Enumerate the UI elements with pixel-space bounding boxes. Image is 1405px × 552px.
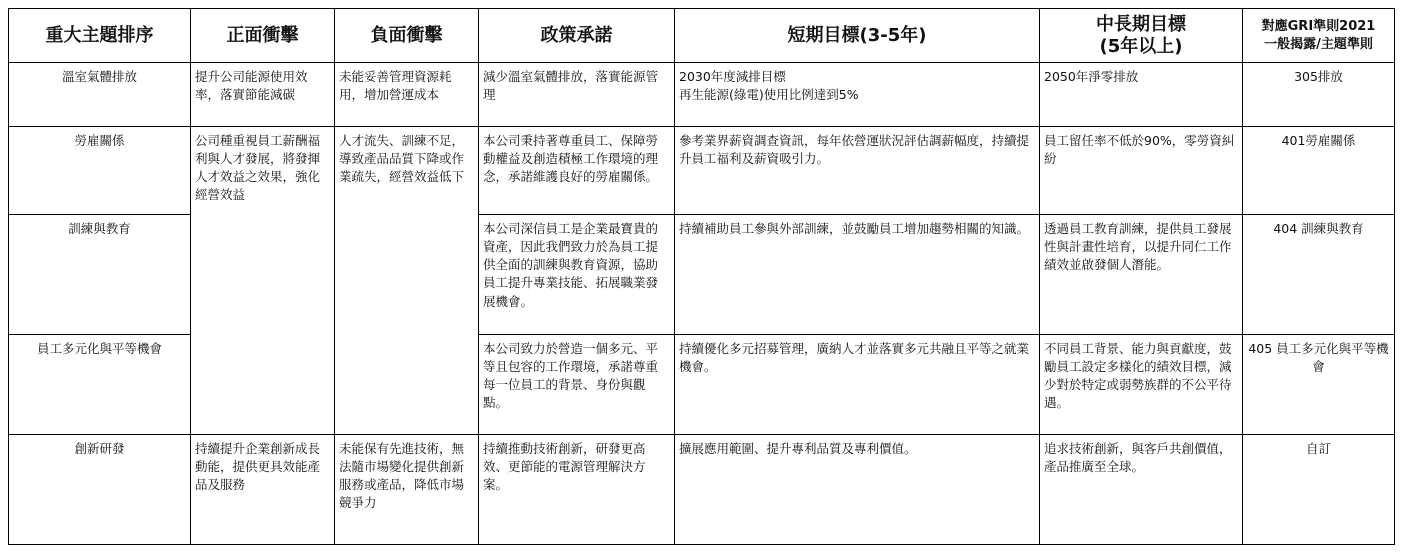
negative-impact-cell: 未能妥善管理資源耗用，增加營運成本 — [335, 63, 479, 127]
long-term-goal-cell: 員工留任率不低於90%，零勞資糾紛 — [1040, 127, 1243, 215]
topic-cell: 員工多元化與平等機會 — [9, 335, 191, 435]
short-term-goal-cell: 持續補助員工參與外部訓練，並鼓勵員工增加趨勢相關的知識。 — [675, 215, 1040, 335]
header-topic: 重大主題排序 — [9, 9, 191, 63]
positive-impact-cell: 持續提升企業創新成長動能，提供更具效能產品及服務 — [191, 435, 335, 545]
header-long-term-goal: 中長期目標 (5年以上) — [1040, 9, 1243, 63]
long-term-goal-cell: 追求技術創新，與客戶共創價值，產品推廣至全球。 — [1040, 435, 1243, 545]
table-row — [9, 435, 1395, 545]
header-negative-impact: 負面衝擊 — [335, 9, 479, 63]
positive-impact-cell: 提升公司能源使用效率，落實節能減碳 — [191, 63, 335, 127]
header-policy-commitment: 政策承諾 — [479, 9, 675, 63]
header-row — [9, 9, 1395, 63]
negative-impact-merged-cell: 人才流失、訓練不足，導致產品品質下降或作業疏失，經營效益低下 — [335, 127, 479, 435]
positive-impact-merged-cell: 公司種重視員工薪酬福利與人才發展，將發揮人才效益之效果，強化經營效益 — [191, 127, 335, 435]
short-term-goal-cell: 2030年度減排目標 再生能源(綠電)使用比例達到5% — [675, 63, 1040, 127]
policy-cell: 本公司深信員工是企業最寶貴的資產，因此我們致力於為員工提供全面的訓練與教育資源，協助員工提升專業技能、拓展職業發展機會。 — [479, 215, 675, 335]
short-term-goal-cell: 擴展應用範圍、提升專利品質及專利價值。 — [675, 435, 1040, 545]
gri-cell: 404 訓練與教育 — [1243, 215, 1395, 335]
header-short-term-goal: 短期目標(3-5年) — [675, 9, 1040, 63]
policy-cell: 本公司秉持著尊重員工、保障勞動權益及創造積極工作環境的理念，承諾維護良好的勞雇關係。 — [479, 127, 675, 215]
long-term-goal-cell: 2050年淨零排放 — [1040, 63, 1243, 127]
topic-cell: 勞雇關係 — [9, 127, 191, 215]
short-term-goal-cell: 參考業界薪資調查資訊，每年依營運狀況評估調薪幅度，持續提升員工福利及薪資吸引力。 — [675, 127, 1040, 215]
gri-cell: 405 員工多元化與平等機會 — [1243, 335, 1395, 435]
long-term-goal-cell: 透過員工教育訓練，提供員工發展性與計畫性培育，以提升同仁工作績效並啟發個人潛能。 — [1040, 215, 1243, 335]
header-positive-impact: 正面衝擊 — [191, 9, 335, 63]
gri-cell: 401勞雇關係 — [1243, 127, 1395, 215]
policy-cell: 本公司致力於營造一個多元、平等且包容的工作環境，承諾尊重每一位員工的背景、身份與觀點。 — [479, 335, 675, 435]
topic-cell: 溫室氣體排放 — [9, 63, 191, 127]
header-gri-standard: 對應GRI準則2021 一般揭露/主題準則 — [1243, 9, 1395, 63]
policy-cell: 持續推動技術創新，研發更高效、更節能的電源管理解決方案。 — [479, 435, 675, 545]
gri-cell: 自訂 — [1243, 435, 1395, 545]
material-topics-table — [8, 8, 1395, 545]
short-term-goal-cell: 持續優化多元招募管理，廣納人才並落實多元共融且平等之就業機會。 — [675, 335, 1040, 435]
topic-cell: 創新研發 — [9, 435, 191, 545]
table-row — [9, 63, 1395, 127]
topic-cell: 訓練與教育 — [9, 215, 191, 335]
gri-cell: 305排放 — [1243, 63, 1395, 127]
policy-cell: 減少溫室氣體排放，落實能源管理 — [479, 63, 675, 127]
long-term-goal-cell: 不同員工背景、能力與貢獻度，鼓勵員工設定多樣化的績效目標，減少對於特定或弱勢族群的不公平待遇。 — [1040, 335, 1243, 435]
table-row — [9, 127, 1395, 215]
negative-impact-cell: 未能保有先進技術，無法隨市場變化提供創新服務或產品，降低市場競爭力 — [335, 435, 479, 545]
